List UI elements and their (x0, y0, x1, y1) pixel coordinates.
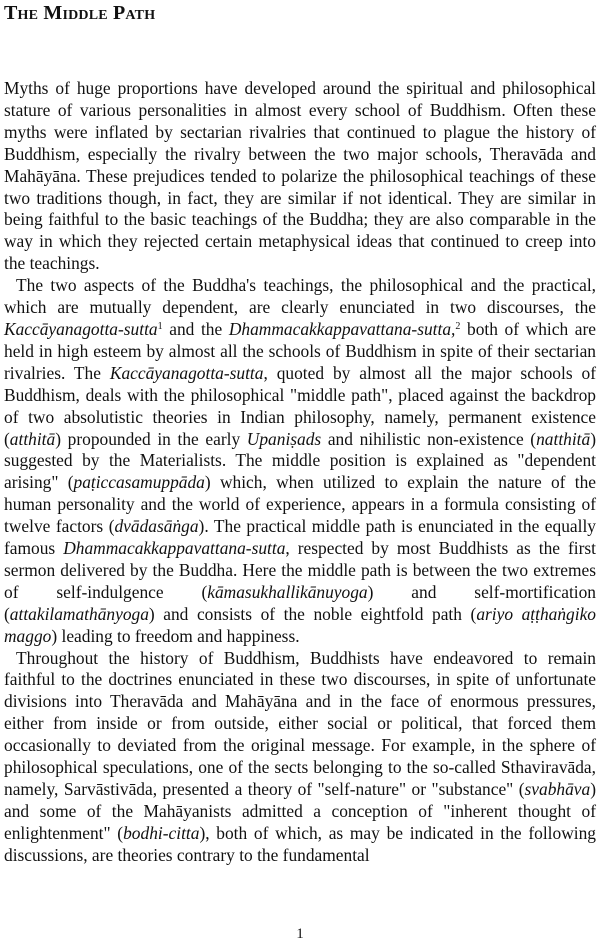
p2-text: ) propounded in the early (55, 428, 247, 449)
p2-text: , respected by most Buddhists as the first sermon delivered by the Buddha. Here the middle path is between the two extremes of self-indulgence ( (4, 538, 597, 602)
p2-text: ) which, when utilized to explain the nature of the human personality and the world of experience, appears in a formula consisting of twelve factors ( (4, 472, 596, 537)
italic-term: natthitā (536, 428, 591, 449)
p2-text: The two aspects of the Buddha's teachings, the philosophical and the practical, which are mutually dependent, are clearly enunciated in two discourses, the (4, 275, 596, 318)
italic-term: ariyo aṭṭhaṅgiko maggo (4, 603, 596, 646)
body-text (4, 78, 596, 867)
italic-term: Kaccāyanagotta-sutta (109, 362, 264, 383)
italic-term: paṭiccasamuppāda (73, 472, 205, 493)
paragraph-1 (4, 78, 596, 275)
running-header: The Middle Path (4, 2, 156, 24)
italic-term: Kaccāyanagotta-sutta (4, 318, 158, 339)
p2-text: both of which are held in high esteem by almost all the schools of Buddhism in spite of their sectarian rivalries. The (4, 318, 596, 383)
paragraph-2 (4, 275, 596, 647)
italic-term: Dhammacakkappavattana-sutta (63, 538, 286, 559)
footnote-ref: 2 (455, 320, 461, 332)
italic-term: bodhi-citta (123, 822, 200, 843)
p2-text: ). The practical middle path is enunciated in the equally famous (4, 516, 596, 559)
p3-text: ) and some of the Mahāyanists admitted a conception of "inherent thought of enlightenment" ( (4, 779, 596, 843)
p2-text: and the (162, 318, 229, 339)
italic-term: atthitā (9, 428, 56, 449)
p2-text: ) leading to freedom and happiness. (51, 625, 300, 646)
p3-text: ), both of which, as may be indicated in the following discussions, are theories contrary to the fundamental (4, 822, 596, 865)
italic-term: kāmasukhallikānuyoga (207, 581, 368, 602)
italic-term: Upaniṣads (246, 428, 322, 449)
p1-text: Myths of huge proportions have developed around the spiritual and philosophical stature of various personalities in almost every school of Buddhism. Often these myths were inflated by sectarian rivalries that continued to plague the history of Buddhism, especially the rivalry between the two major schools, Theravāda and Mahāyāna. These prejudices tended to polarize the philosophical teachings of these two traditions though, in fact, they are similar if not identical. They are similar in being faithful to the basic teachings of the Buddha; they are also comparable in the way in which they rejected certain metaphysical ideas that continued to creep into the teachings. (4, 78, 596, 274)
paragraph-3 (4, 648, 596, 867)
p2-text: ) suggested by the Materialists. The middle position is explained as "dependent arising" ( (4, 428, 596, 493)
italic-term: dvādasāṅga (114, 516, 199, 537)
italic-term: svabhāva (524, 779, 591, 799)
p2-text: , quoted by almost all the major schools of Buddhism, deals with the philosophical "middle path", placed against the backdrop of two absolutistic theories in Indian philosophy, namely, permanent existence ( (4, 362, 596, 449)
footnote-ref: 1 (157, 320, 163, 332)
italic-term: attakilamathānyoga (9, 603, 149, 624)
italic-term: Dhammacakkappavattana-sutta, (228, 318, 456, 339)
p2-text: ) and consists of the noble eightfold path ( (148, 603, 477, 624)
page-number: 1 (296, 926, 304, 942)
p2-text: and nihilistic non-existence ( (321, 428, 537, 449)
p2-text: ) and self-mortification ( (4, 581, 596, 624)
p3-text: Throughout the history of Buddhism, Buddhists have endeavored to remain faithful to the doctrines enunciated in these two discourses, in spite of unfortunate divisions into Theravāda and Mahāyāna and in the face of enormous pressures, either from inside or from outside, either social or political, that forced them occasionally to deviated from the original message. For example, in the sphere of philosophical speculations, one of the sects belonging to the so-called Sthaviravāda, namely, Sarvāstivāda, presented a theory of "self-nature" or "substance" ( (4, 647, 596, 799)
